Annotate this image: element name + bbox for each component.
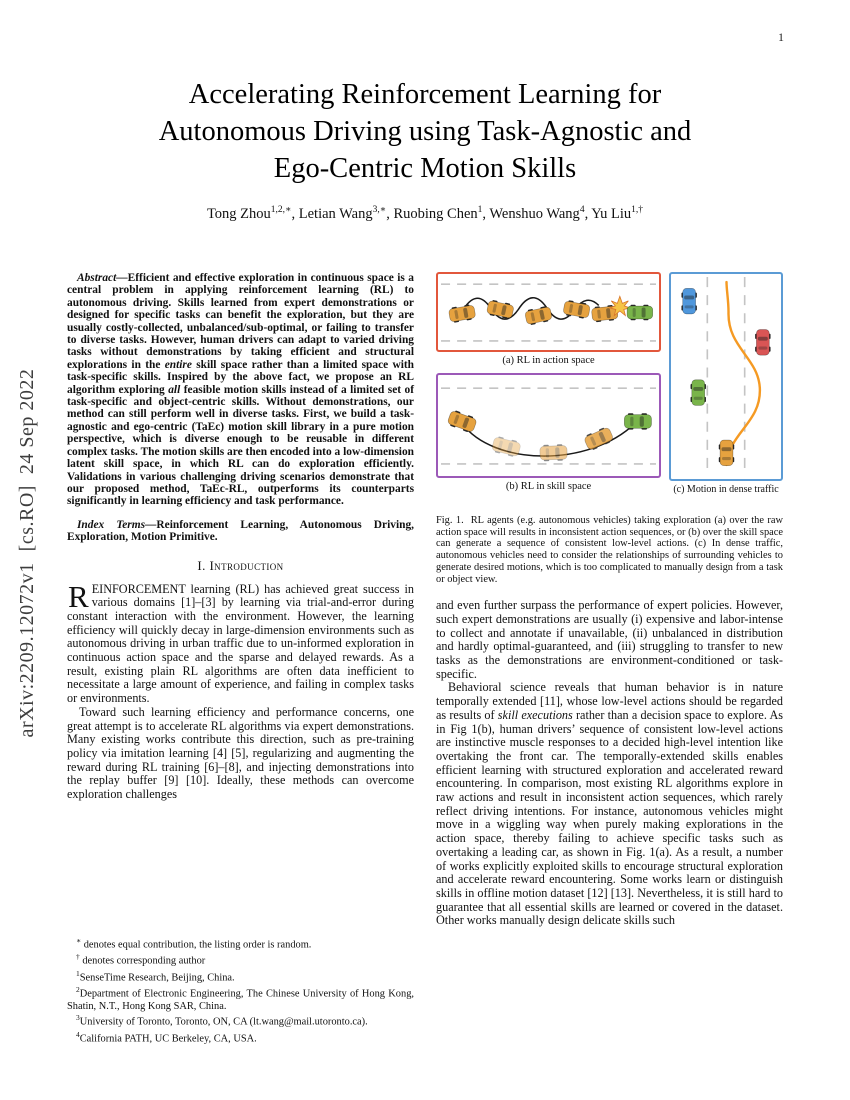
- car-icon: [583, 426, 614, 452]
- car-icon: [719, 440, 734, 466]
- left-column: [67, 272, 415, 1045]
- author: , Ruobing Chen$^1$: [386, 205, 483, 222]
- motion-path: [727, 282, 760, 465]
- arxiv-stamp: arXiv:2209.12072v1 [cs.RO] 24 Sep 2022: [16, 368, 38, 738]
- index-terms-label: Index Terms—: [77, 518, 157, 531]
- authors-line: [0, 204, 850, 223]
- car-icon: [491, 435, 521, 457]
- body-paragraph: and even further surpass the performance of expert policies. However, such expert demonstrations are usually (i) expensive and labor-intense to collect and annotate if unavailable, (ii) unbalanced in distribution and hardly optimal-guaranteed, and (iii) struggling to transfer to new tasks as the demonstrations are environment-conditioned or task-specific.: [436, 598, 783, 681]
- car-icon: [448, 304, 476, 324]
- abstract-label: Abstract—: [77, 272, 128, 284]
- subfigure-c-label: (c) Motion in dense traffic: [673, 484, 779, 495]
- footnotes: [67, 935, 414, 1045]
- footnote: $^2$Department of Electronic Engineering, The Chinese University of Hong Kong, Shatin, N.T., Hong Kong SAR, China.: [67, 985, 414, 1012]
- figure-panel-c: [669, 272, 783, 481]
- panel-b-graphic: [438, 375, 659, 476]
- author: Tong Zhou$^{1,2,∗}$: [206, 205, 292, 222]
- footnote: $^1$SenseTime Research, Beijing, China.: [76, 968, 235, 984]
- footnote: † denotes corresponding author: [76, 952, 206, 967]
- footnote: $^4$California PATH, UC Berkeley, CA, USA.: [76, 1029, 257, 1045]
- footnote: $^3$University of Toronto, Toronto, ON, CA (lt.wang@mail.utoronto.ca).: [76, 1013, 368, 1028]
- abstract: Abstract—Efficient and effective exploration in continuous space is a central problem in applying reinforcement learning (RL) to autonomous driving. Skills learned from expert demonstrations or designed for specific tasks can benefit the exploration, but they are usually costly-collected, unbalanced/sub-optimal, or failing to transfer to diverse tasks. However, human drivers can adapt to varied driving tasks without demonstrations by taking efficient and structural explorations in the entire skill space rather than a limited space with task-specific skills. Inspired by the above fact, we propose an RL algorithm exploring all feasible motion skills instead of a limited set of task-specific and object-centric skills. Without demonstrations, our method can still perform well in diverse tasks. First, we build a task-agnostic and ego-centric (TaEc) motion skill library in a pure motion perspective, which is diverse enough to be reusable in different complex tasks. The motion skills are then encoded into a low-dimension latent skill space, in which RL can do exploration efficiently. Validations in various challenging driving scenarios demonstrate that our proposed method, TaEc-RL, outperforms its counterparts significantly in learning efficiency and task performance.: [67, 272, 415, 508]
- car-icon: [540, 444, 568, 461]
- figure-panel-a: [436, 272, 661, 352]
- footnote: ∗ denotes equal contribution, the listing order is random.: [76, 936, 312, 951]
- intro-paragraph-1: REINFORCEMENT learning (RL) has achieved great success in various domains [1]–[3] by learning via trial-and-error during constant interaction with the environment. However, the learning efficiency will quickly decay in large-dimension environments such as autonomous driving in urban traffic due to un-informed exploration in continuous action space and the sparse and delayed rewards. As a result, existing plain RL algorithms are often data inefficient to necessitate a large amount of experience, and failing in complex tasks or environments.: [67, 578, 414, 706]
- title-line-3: Ego-Centric Motion Skills: [273, 153, 577, 184]
- car-icon: [524, 305, 552, 326]
- car-icon: [447, 409, 478, 434]
- intro-paragraph-2: Toward such learning efficiency and performance concerns, one great attempt is to accelerate RL algorithms via expert demonstrations. Many existing works contribute this direction, such as pre-training policy via imitation learning [4] [5], regularizing and augmenting the reward during RL training [6]–[8], and injecting demonstrations into the replay buffer [9] [10]. Ideally, these methods can overcome exploration challenges: [67, 704, 414, 802]
- car-icon: [563, 300, 591, 320]
- car-icon: [691, 380, 706, 406]
- index-terms: Index Terms—Reinforcement Learning, Autonomous Driving, Exploration, Motion Primitive.: [67, 518, 414, 544]
- panel-c-graphic: [671, 274, 781, 479]
- title-line-2: Autonomous Driving using Task-Agnostic and: [158, 116, 692, 147]
- author: , Yu Liu$^{1,\dagger}$: [584, 205, 644, 222]
- figure-panel-b: [436, 373, 661, 478]
- car-icon: [681, 288, 696, 314]
- section-heading-introduction: I. Introduction: [197, 557, 284, 573]
- paper-title: [0, 76, 850, 187]
- car-icon: [627, 305, 653, 321]
- figure-caption: Fig. 1. RL agents (e.g. autonomous vehicles) taking exploration (a) over the raw action space will results in inconsistent action sequences, or (b) over the skill space can generate a sequence of consistent low-level actions. (c) In dense traffic, autonomous vehicles need to consider the relationships of surrounding vehicles to generate desired motions, which is too complicated to manually design from a task or object view.: [436, 515, 784, 585]
- paper-header: [0, 76, 850, 223]
- dropcap: R: [68, 578, 89, 614]
- page-number: 1: [778, 30, 784, 44]
- author: , Wenshuo Wang$^4$: [482, 205, 585, 222]
- subfigure-b-label: (b) RL in skill space: [505, 481, 592, 492]
- body-paragraph: Behavioral science reveals that human behavior is in nature temporally extended [11], whose low-level actions should be regarded as results of skill executions rather than a decision space to explore. As in Fig 1(b), human drivers’ sequence of consistent low-level actions are instinctive muscle responses to a decided high-level intention like overtaking the front car. The temporally-extended skills enables efficient learning with structured exploration and accelerated reward encountering. In comparison, most existing RL algorithms explore in raw actions and result in inconsistent action sequences, which rarely reflect driving intentions. For instance, autonomous vehicles might move in a wiggling way when purely making explorations in the action space, thereby failing to achieve specific tasks such as overtaking a leading car, as shown in Fig. 1(a). As a result, a number of works explicitly exploited skills to encourage structural exploration and accelerate reward encountering. Some works learn or distinguish skills in offline motion dataset [12] [13]. Nevertheless, it is still hard to guarantee that all essential skills are learned or covered in the dataset. Other works manually design delicate skills such: [436, 680, 783, 928]
- figure-caption-label: Fig. 1.: [436, 515, 464, 526]
- title-line-1: Accelerating Reinforcement Learning for: [188, 79, 662, 110]
- car-icon: [755, 330, 770, 356]
- right-column: [436, 272, 783, 928]
- author: , Letian Wang$^{3,∗}$: [291, 205, 387, 222]
- subfigure-a-label: (a) RL in action space: [502, 355, 595, 366]
- panel-a-graphic: [438, 274, 659, 350]
- figure-1: [436, 272, 783, 502]
- car-icon: [486, 299, 514, 320]
- car-icon: [624, 413, 651, 429]
